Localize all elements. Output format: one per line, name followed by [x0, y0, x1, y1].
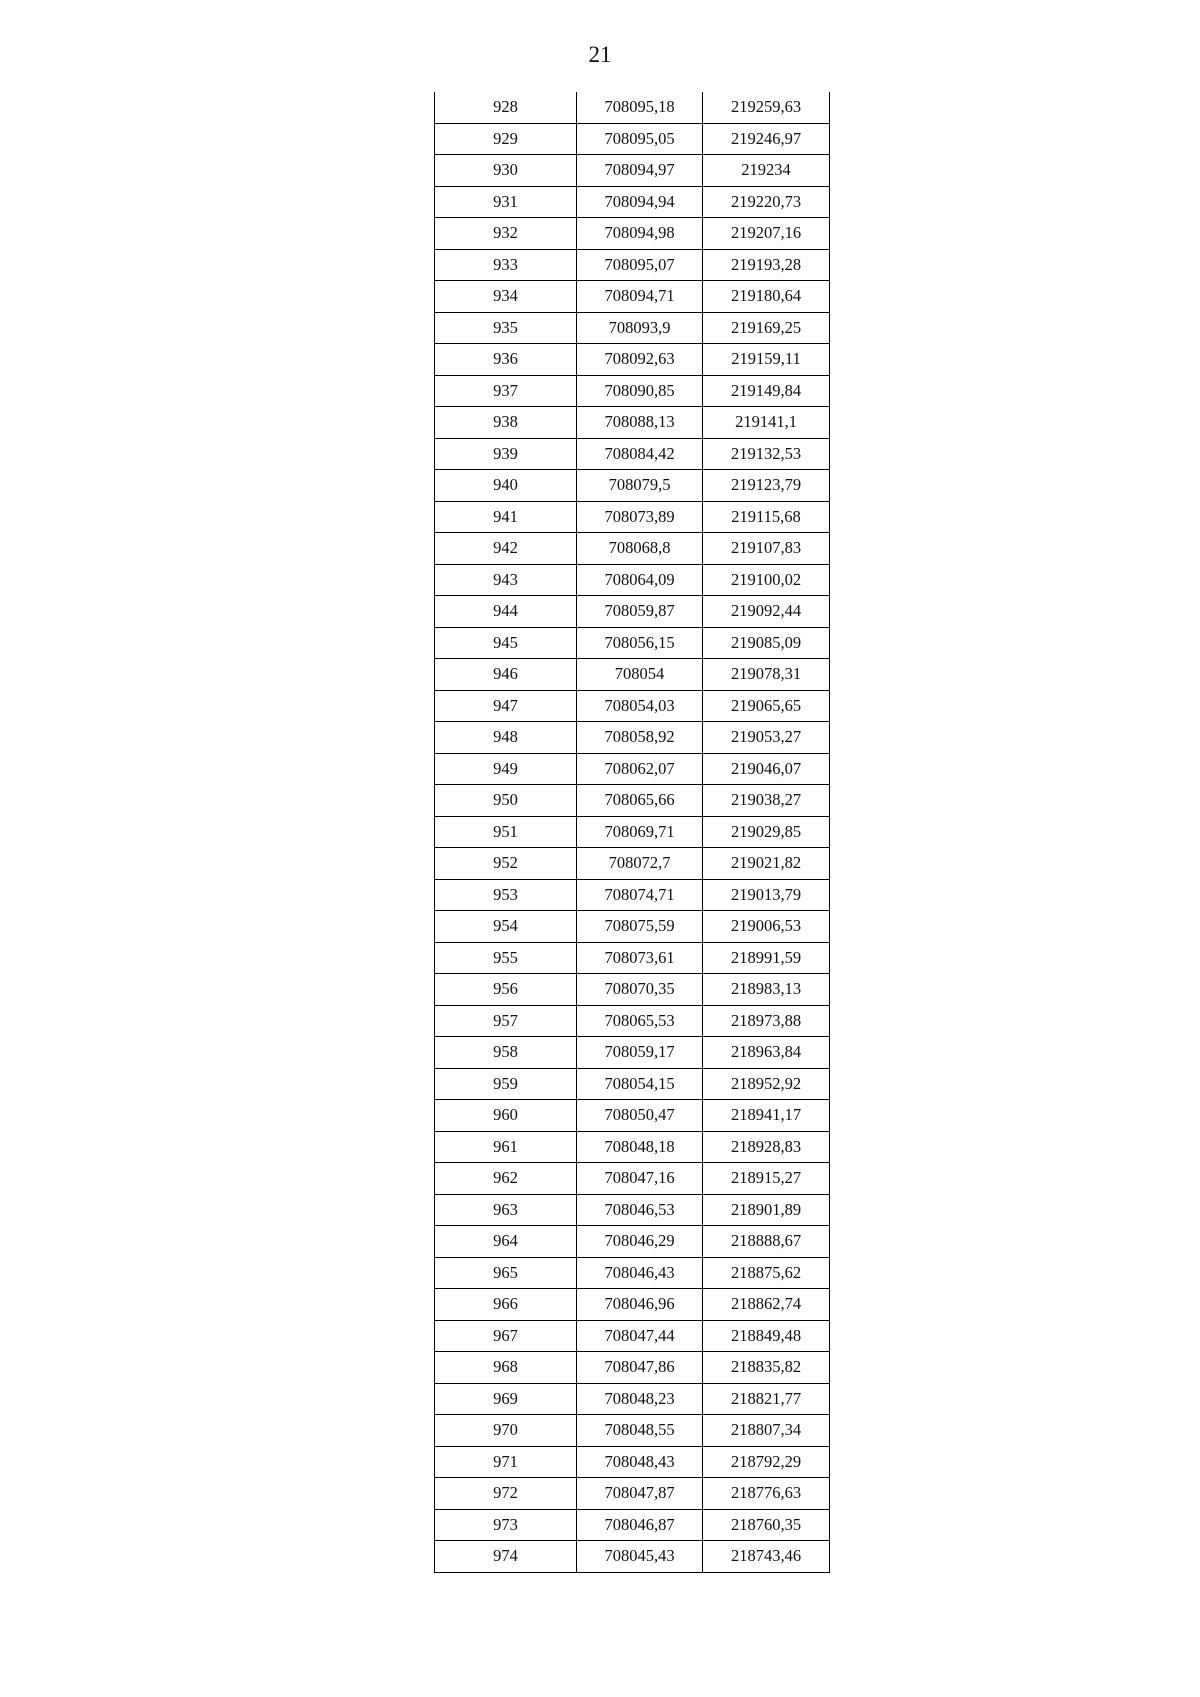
point-number-cell: 932 — [435, 218, 577, 250]
y-coordinate-cell: 219053,27 — [703, 722, 830, 754]
y-coordinate-cell: 219092,44 — [703, 596, 830, 628]
coordinates-table — [434, 92, 830, 1573]
y-coordinate-cell: 219013,79 — [703, 879, 830, 911]
y-coordinate-cell: 219085,09 — [703, 627, 830, 659]
table-row — [435, 1257, 830, 1289]
table-row — [435, 1005, 830, 1037]
y-coordinate-cell: 218760,35 — [703, 1509, 830, 1541]
table-row — [435, 1415, 830, 1447]
y-coordinate-cell: 218901,89 — [703, 1194, 830, 1226]
y-coordinate-cell: 218807,34 — [703, 1415, 830, 1447]
table-row — [435, 942, 830, 974]
x-coordinate-cell: 708062,07 — [577, 753, 703, 785]
y-coordinate-cell: 219132,53 — [703, 438, 830, 470]
table-row — [435, 911, 830, 943]
table-row — [435, 281, 830, 313]
y-coordinate-cell: 219107,83 — [703, 533, 830, 565]
x-coordinate-cell: 708059,87 — [577, 596, 703, 628]
x-coordinate-cell: 708084,42 — [577, 438, 703, 470]
point-number-cell: 929 — [435, 123, 577, 155]
point-number-cell: 933 — [435, 249, 577, 281]
y-coordinate-cell: 219078,31 — [703, 659, 830, 691]
y-coordinate-cell: 219038,27 — [703, 785, 830, 817]
point-number-cell: 941 — [435, 501, 577, 533]
point-number-cell: 954 — [435, 911, 577, 943]
point-number-cell: 973 — [435, 1509, 577, 1541]
table-row — [435, 1383, 830, 1415]
x-coordinate-cell: 708046,87 — [577, 1509, 703, 1541]
x-coordinate-cell: 708095,18 — [577, 92, 703, 123]
point-number-cell: 953 — [435, 879, 577, 911]
table-row — [435, 596, 830, 628]
point-number-cell: 943 — [435, 564, 577, 596]
point-number-cell: 936 — [435, 344, 577, 376]
point-number-cell: 935 — [435, 312, 577, 344]
table-row — [435, 407, 830, 439]
point-number-cell: 945 — [435, 627, 577, 659]
table-row — [435, 659, 830, 691]
table-row — [435, 1163, 830, 1195]
x-coordinate-cell: 708054 — [577, 659, 703, 691]
table-row — [435, 1352, 830, 1384]
x-coordinate-cell: 708072,7 — [577, 848, 703, 880]
y-coordinate-cell: 218888,67 — [703, 1226, 830, 1258]
point-number-cell: 928 — [435, 92, 577, 123]
x-coordinate-cell: 708046,96 — [577, 1289, 703, 1321]
y-coordinate-cell: 218849,48 — [703, 1320, 830, 1352]
y-coordinate-cell: 218743,46 — [703, 1541, 830, 1573]
x-coordinate-cell: 708068,8 — [577, 533, 703, 565]
x-coordinate-cell: 708047,86 — [577, 1352, 703, 1384]
point-number-cell: 946 — [435, 659, 577, 691]
x-coordinate-cell: 708094,98 — [577, 218, 703, 250]
point-number-cell: 944 — [435, 596, 577, 628]
table-row — [435, 564, 830, 596]
y-coordinate-cell: 219065,65 — [703, 690, 830, 722]
point-number-cell: 961 — [435, 1131, 577, 1163]
y-coordinate-cell: 218776,63 — [703, 1478, 830, 1510]
x-coordinate-cell: 708095,07 — [577, 249, 703, 281]
point-number-cell: 965 — [435, 1257, 577, 1289]
x-coordinate-cell: 708056,15 — [577, 627, 703, 659]
y-coordinate-cell: 219123,79 — [703, 470, 830, 502]
table-row — [435, 249, 830, 281]
y-coordinate-cell: 219100,02 — [703, 564, 830, 596]
y-coordinate-cell: 219159,11 — [703, 344, 830, 376]
point-number-cell: 955 — [435, 942, 577, 974]
table-row — [435, 1446, 830, 1478]
point-number-cell: 962 — [435, 1163, 577, 1195]
point-number-cell: 949 — [435, 753, 577, 785]
table-row — [435, 722, 830, 754]
y-coordinate-cell: 218963,84 — [703, 1037, 830, 1069]
table-row — [435, 785, 830, 817]
point-number-cell: 940 — [435, 470, 577, 502]
x-coordinate-cell: 708075,59 — [577, 911, 703, 943]
table-row — [435, 848, 830, 880]
x-coordinate-cell: 708048,23 — [577, 1383, 703, 1415]
x-coordinate-cell: 708048,18 — [577, 1131, 703, 1163]
table-row — [435, 92, 830, 123]
point-number-cell: 930 — [435, 155, 577, 187]
x-coordinate-cell: 708048,43 — [577, 1446, 703, 1478]
point-number-cell: 931 — [435, 186, 577, 218]
x-coordinate-cell: 708045,43 — [577, 1541, 703, 1573]
y-coordinate-cell: 218821,77 — [703, 1383, 830, 1415]
x-coordinate-cell: 708046,43 — [577, 1257, 703, 1289]
y-coordinate-cell: 218983,13 — [703, 974, 830, 1006]
page-number: 21 — [588, 42, 612, 67]
x-coordinate-cell: 708065,53 — [577, 1005, 703, 1037]
table-row — [435, 1289, 830, 1321]
table-row — [435, 155, 830, 187]
y-coordinate-cell: 219234 — [703, 155, 830, 187]
point-number-cell: 972 — [435, 1478, 577, 1510]
x-coordinate-cell: 708046,29 — [577, 1226, 703, 1258]
y-coordinate-cell: 218792,29 — [703, 1446, 830, 1478]
x-coordinate-cell: 708094,97 — [577, 155, 703, 187]
point-number-cell: 956 — [435, 974, 577, 1006]
x-coordinate-cell: 708095,05 — [577, 123, 703, 155]
y-coordinate-cell: 218941,17 — [703, 1100, 830, 1132]
y-coordinate-cell: 218915,27 — [703, 1163, 830, 1195]
y-coordinate-cell: 218835,82 — [703, 1352, 830, 1384]
x-coordinate-cell: 708054,15 — [577, 1068, 703, 1100]
table-row — [435, 501, 830, 533]
point-number-cell: 970 — [435, 1415, 577, 1447]
x-coordinate-cell: 708074,71 — [577, 879, 703, 911]
point-number-cell: 963 — [435, 1194, 577, 1226]
table-row — [435, 1131, 830, 1163]
table-row — [435, 470, 830, 502]
x-coordinate-cell: 708047,16 — [577, 1163, 703, 1195]
x-coordinate-cell: 708065,66 — [577, 785, 703, 817]
y-coordinate-cell: 219169,25 — [703, 312, 830, 344]
x-coordinate-cell: 708050,47 — [577, 1100, 703, 1132]
table-row — [435, 1320, 830, 1352]
point-number-cell: 974 — [435, 1541, 577, 1573]
point-number-cell: 939 — [435, 438, 577, 470]
point-number-cell: 960 — [435, 1100, 577, 1132]
table-row — [435, 186, 830, 218]
y-coordinate-cell: 219115,68 — [703, 501, 830, 533]
x-coordinate-cell: 708094,71 — [577, 281, 703, 313]
table-row — [435, 1509, 830, 1541]
table-row — [435, 344, 830, 376]
y-coordinate-cell: 219141,1 — [703, 407, 830, 439]
x-coordinate-cell: 708073,61 — [577, 942, 703, 974]
point-number-cell: 952 — [435, 848, 577, 880]
x-coordinate-cell: 708070,35 — [577, 974, 703, 1006]
x-coordinate-cell: 708079,5 — [577, 470, 703, 502]
y-coordinate-cell: 218952,92 — [703, 1068, 830, 1100]
x-coordinate-cell: 708048,55 — [577, 1415, 703, 1447]
table-row — [435, 1194, 830, 1226]
x-coordinate-cell: 708047,44 — [577, 1320, 703, 1352]
y-coordinate-cell: 218991,59 — [703, 942, 830, 974]
y-coordinate-cell: 218928,83 — [703, 1131, 830, 1163]
y-coordinate-cell: 218973,88 — [703, 1005, 830, 1037]
point-number-cell: 971 — [435, 1446, 577, 1478]
point-number-cell: 969 — [435, 1383, 577, 1415]
x-coordinate-cell: 708088,13 — [577, 407, 703, 439]
table-row — [435, 974, 830, 1006]
y-coordinate-cell: 218862,74 — [703, 1289, 830, 1321]
point-number-cell: 958 — [435, 1037, 577, 1069]
table-row — [435, 375, 830, 407]
point-number-cell: 957 — [435, 1005, 577, 1037]
x-coordinate-cell: 708069,71 — [577, 816, 703, 848]
y-coordinate-cell: 219021,82 — [703, 848, 830, 880]
y-coordinate-cell: 219220,73 — [703, 186, 830, 218]
x-coordinate-cell: 708054,03 — [577, 690, 703, 722]
point-number-cell: 948 — [435, 722, 577, 754]
x-coordinate-cell: 708073,89 — [577, 501, 703, 533]
x-coordinate-cell: 708064,09 — [577, 564, 703, 596]
x-coordinate-cell: 708047,87 — [577, 1478, 703, 1510]
point-number-cell: 964 — [435, 1226, 577, 1258]
coordinates-table-body — [435, 92, 830, 1572]
table-row — [435, 816, 830, 848]
y-coordinate-cell: 219006,53 — [703, 911, 830, 943]
point-number-cell: 951 — [435, 816, 577, 848]
table-row — [435, 627, 830, 659]
x-coordinate-cell: 708058,92 — [577, 722, 703, 754]
table-row — [435, 533, 830, 565]
y-coordinate-cell: 219193,28 — [703, 249, 830, 281]
y-coordinate-cell: 219259,63 — [703, 92, 830, 123]
table-row — [435, 1100, 830, 1132]
table-row — [435, 1068, 830, 1100]
point-number-cell: 942 — [435, 533, 577, 565]
table-row — [435, 312, 830, 344]
table-row — [435, 1541, 830, 1573]
table-row — [435, 1037, 830, 1069]
x-coordinate-cell: 708046,53 — [577, 1194, 703, 1226]
point-number-cell: 934 — [435, 281, 577, 313]
point-number-cell: 967 — [435, 1320, 577, 1352]
table-row — [435, 1478, 830, 1510]
x-coordinate-cell: 708093,9 — [577, 312, 703, 344]
y-coordinate-cell: 219029,85 — [703, 816, 830, 848]
y-coordinate-cell: 219180,64 — [703, 281, 830, 313]
point-number-cell: 937 — [435, 375, 577, 407]
y-coordinate-cell: 219046,07 — [703, 753, 830, 785]
x-coordinate-cell: 708090,85 — [577, 375, 703, 407]
table-row — [435, 1226, 830, 1258]
x-coordinate-cell: 708094,94 — [577, 186, 703, 218]
point-number-cell: 938 — [435, 407, 577, 439]
x-coordinate-cell: 708059,17 — [577, 1037, 703, 1069]
table-row — [435, 123, 830, 155]
table-row — [435, 879, 830, 911]
point-number-cell: 947 — [435, 690, 577, 722]
x-coordinate-cell: 708092,63 — [577, 344, 703, 376]
y-coordinate-cell: 219207,16 — [703, 218, 830, 250]
point-number-cell: 959 — [435, 1068, 577, 1100]
y-coordinate-cell: 218875,62 — [703, 1257, 830, 1289]
table-row — [435, 690, 830, 722]
y-coordinate-cell: 219246,97 — [703, 123, 830, 155]
table-row — [435, 218, 830, 250]
table-row — [435, 438, 830, 470]
point-number-cell: 968 — [435, 1352, 577, 1384]
point-number-cell: 950 — [435, 785, 577, 817]
point-number-cell: 966 — [435, 1289, 577, 1321]
y-coordinate-cell: 219149,84 — [703, 375, 830, 407]
table-row — [435, 753, 830, 785]
